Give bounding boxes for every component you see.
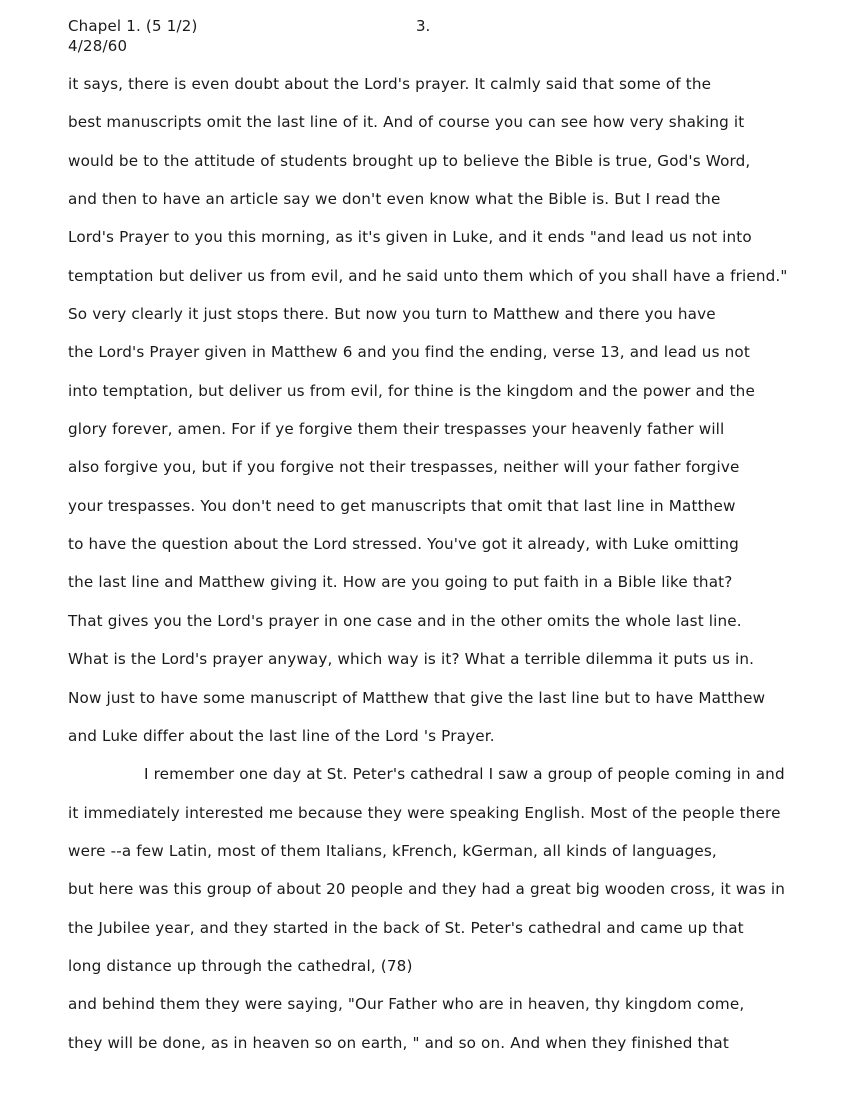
text-line: So very clearly it just stops there. But now you turn to Matthew and there you have <box>68 305 716 324</box>
text-line: glory forever, amen. For if ye forgive them their trespasses your heavenly father will <box>68 420 725 439</box>
text-line: best manuscripts omit the last line of it. And of course you can see how very shaking it <box>68 113 745 132</box>
chapel-label: Chapel 1. (5 1/2) <box>68 17 198 35</box>
text-line: also forgive you, but if you forgive not their trespasses, neither will your father forgive <box>68 458 740 477</box>
text-line: That gives you the Lord's prayer in one case and in the other omits the whole last line. <box>68 611 742 630</box>
text-line: Lord's Prayer to you this morning, as it's given in Luke, and it ends "and lead us not into <box>68 228 752 247</box>
text-line: into temptation, but deliver us from evil, for thine is the kingdom and the power and the <box>68 381 755 400</box>
text-line: were --a few Latin, most of them Italians, kFrench, kGerman, all kinds of languages, <box>68 841 717 860</box>
date-label: 4/28/60 <box>68 37 128 55</box>
text-line: long distance up through the cathedral, (78) <box>68 956 413 975</box>
text-line: it immediately interested me because they were speaking English. Most of the people there <box>68 803 781 822</box>
body-text <box>68 70 838 1067</box>
text-line: and then to have an article say we don't even know what the Bible is. But I read the <box>68 190 721 209</box>
page-number: 3. <box>416 17 431 35</box>
text-line: and behind them they were saying, "Our Father who are in heaven, thy kingdom come, <box>68 995 745 1014</box>
text-line: it says, there is even doubt about the Lord's prayer. It calmly said that some of the <box>68 75 712 93</box>
text-line: would be to the attitude of students brought up to believe the Bible is true, God's Word, <box>68 151 751 170</box>
text-line: the last line and Matthew giving it. How are you going to put faith in a Bible like that? <box>68 573 733 592</box>
text-line: to have the question about the Lord stressed. You've got it already, with Luke omitting <box>68 535 739 554</box>
text-line: and Luke differ about the last line of the Lord 's Prayer. <box>68 726 495 745</box>
text-line: they will be done, as in heaven so on earth, " and so on. And when they finished that <box>68 1033 729 1052</box>
text-line: the Jubilee year, and they started in the back of St. Peter's cathedral and came up that <box>68 918 744 937</box>
text-line: What is the Lord's prayer anyway, which way is it? What a terrible dilemma it puts us in. <box>68 650 755 669</box>
text-line: but here was this group of about 20 people and they had a great big wooden cross, it was in <box>68 880 786 899</box>
paragraph-first-line: I remember one day at St. Peter's cathedral I saw a group of people coming in and <box>144 765 785 784</box>
text-line: your trespasses. You don't need to get manuscripts that omit that last line in Matthew <box>68 496 736 515</box>
text-line: the Lord's Prayer given in Matthew 6 and you find the ending, verse 13, and lead us not <box>68 343 750 362</box>
text-line: temptation but deliver us from evil, and he said unto them which of you shall have a friend." <box>68 266 788 285</box>
page-header <box>68 16 198 56</box>
text-line: Now just to have some manuscript of Matthew that give the last line but to have Matthew <box>68 688 766 707</box>
